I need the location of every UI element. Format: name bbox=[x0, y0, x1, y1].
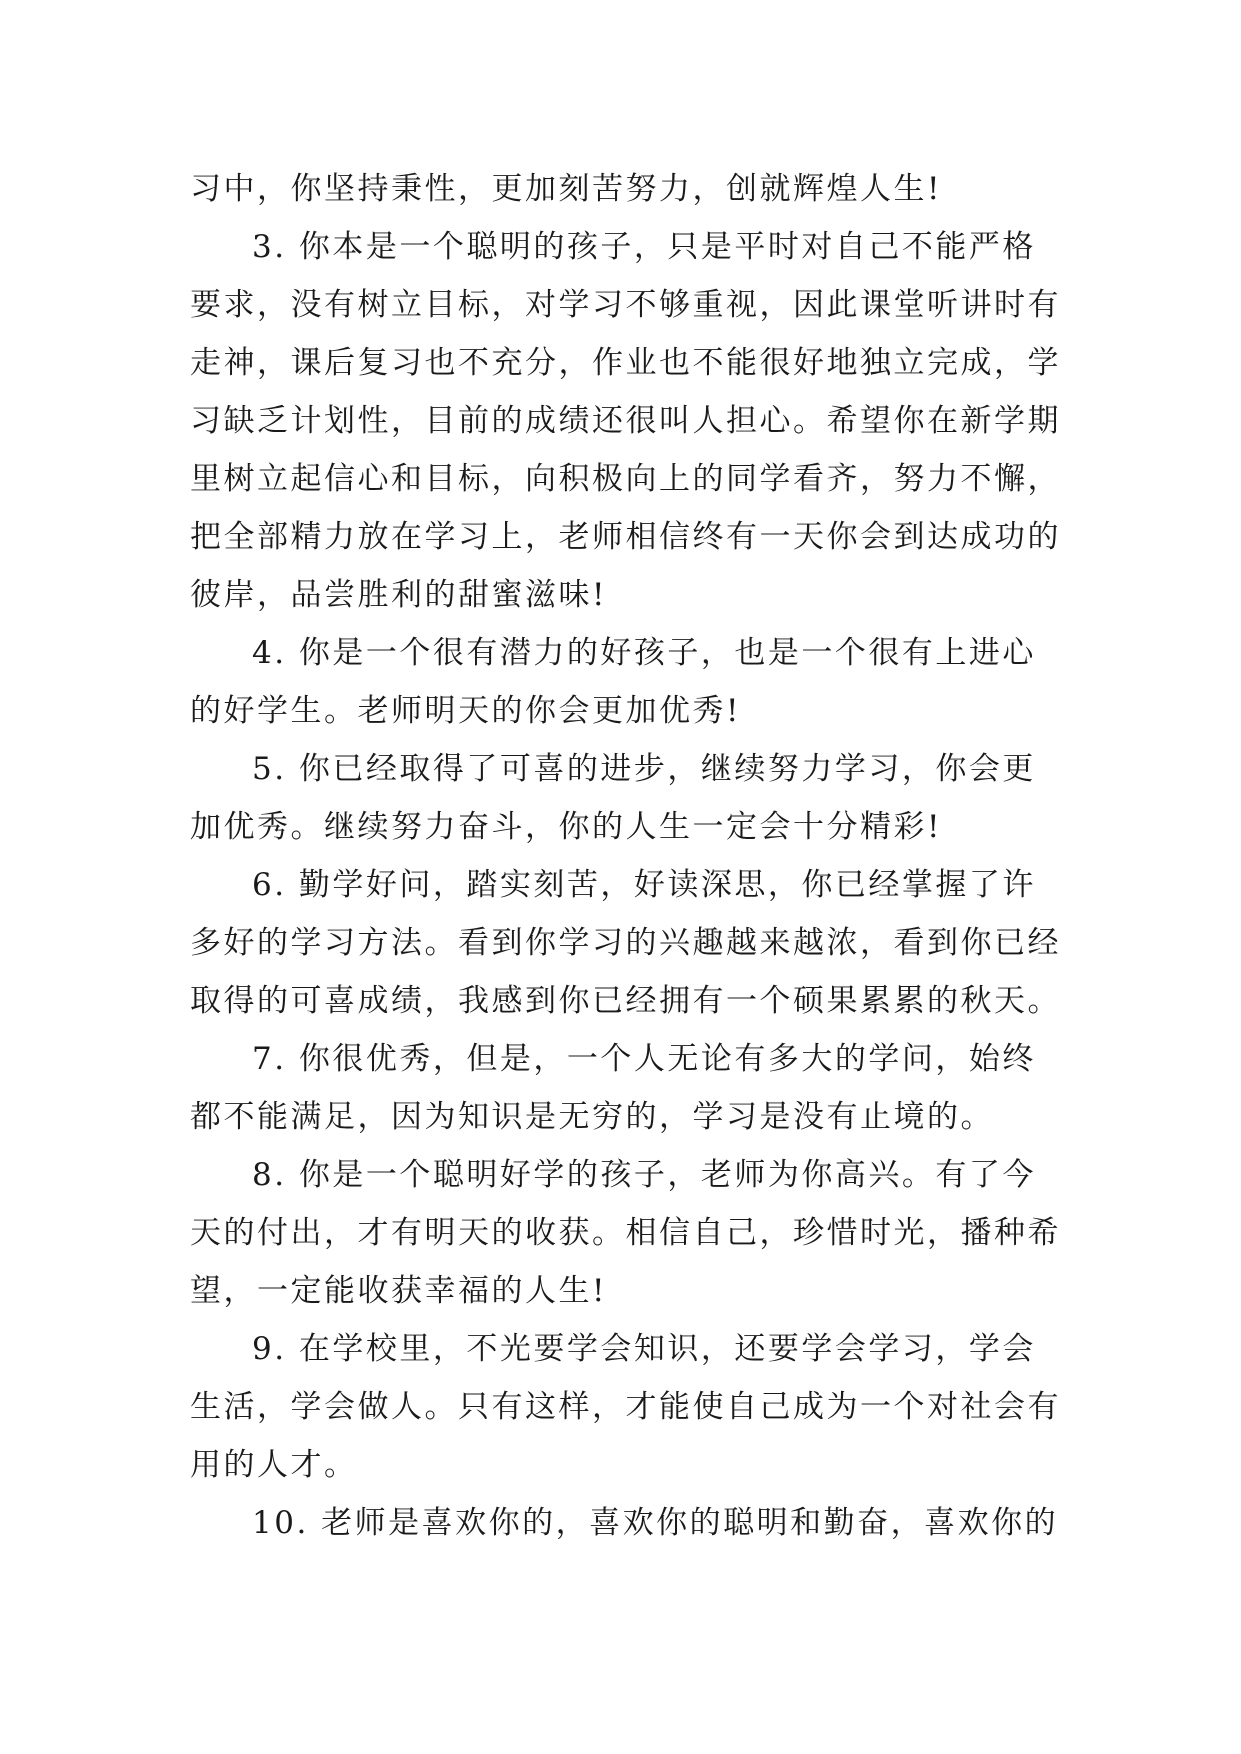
document-body bbox=[190, 160, 1061, 1552]
text-line: 习缺乏计划性，目前的成绩还很叫人担心。希望你在新学期 bbox=[190, 403, 1061, 439]
text-line: 7. 你很优秀，但是，一个人无论有多大的学问，始终 bbox=[252, 1041, 1036, 1077]
text-line: 都不能满足，因为知识是无穷的，学习是没有止境的。 bbox=[190, 1099, 994, 1135]
text-line: 里树立起信心和目标，向积极向上的同学看齐，努力不懈， bbox=[190, 461, 1061, 497]
text-line: 用的人才。 bbox=[190, 1447, 358, 1483]
text-line: 习中，你坚持秉性，更加刻苦努力，创就辉煌人生! bbox=[190, 171, 942, 207]
text-line: 要求，没有树立目标，对学习不够重视，因此课堂听讲时有 bbox=[190, 287, 1061, 323]
text-line: 望，一定能收获幸福的人生! bbox=[190, 1273, 607, 1309]
text-line: 加优秀。继续努力奋斗，你的人生一定会十分精彩! bbox=[190, 809, 942, 845]
text-line: 8. 你是一个聪明好学的孩子，老师为你高兴。有了今 bbox=[252, 1157, 1036, 1193]
text-line: 5. 你已经取得了可喜的进步，继续努力学习，你会更 bbox=[252, 751, 1036, 787]
text-line: 走神，课后复习也不充分，作业也不能很好地独立完成，学 bbox=[190, 345, 1061, 381]
text-line: 3. 你本是一个聪明的孩子，只是平时对自己不能严格 bbox=[252, 229, 1036, 265]
text-line: 取得的可喜成绩，我感到你已经拥有一个硕果累累的秋天。 bbox=[190, 983, 1061, 1019]
text-line: 的好学生。老师明天的你会更加优秀! bbox=[190, 693, 741, 729]
text-line: 彼岸，品尝胜利的甜蜜滋味! bbox=[190, 577, 607, 613]
text-line: 9. 在学校里，不光要学会知识，还要学会学习，学会 bbox=[252, 1331, 1036, 1367]
text-line: 6. 勤学好问，踏实刻苦，好读深思，你已经掌握了许 bbox=[252, 867, 1036, 903]
text-line: 10. 老师是喜欢你的，喜欢你的聪明和勤奋，喜欢你的 bbox=[252, 1505, 1059, 1541]
text-line: 4. 你是一个很有潜力的好孩子，也是一个很有上进心 bbox=[252, 635, 1036, 671]
text-line: 天的付出，才有明天的收获。相信自己，珍惜时光，播种希 bbox=[190, 1215, 1061, 1251]
text-line: 把全部精力放在学习上，老师相信终有一天你会到达成功的 bbox=[190, 519, 1061, 555]
text-line: 多好的学习方法。看到你学习的兴趣越来越浓，看到你已经 bbox=[190, 925, 1061, 961]
text-line: 生活，学会做人。只有这样，才能使自己成为一个对社会有 bbox=[190, 1389, 1061, 1425]
